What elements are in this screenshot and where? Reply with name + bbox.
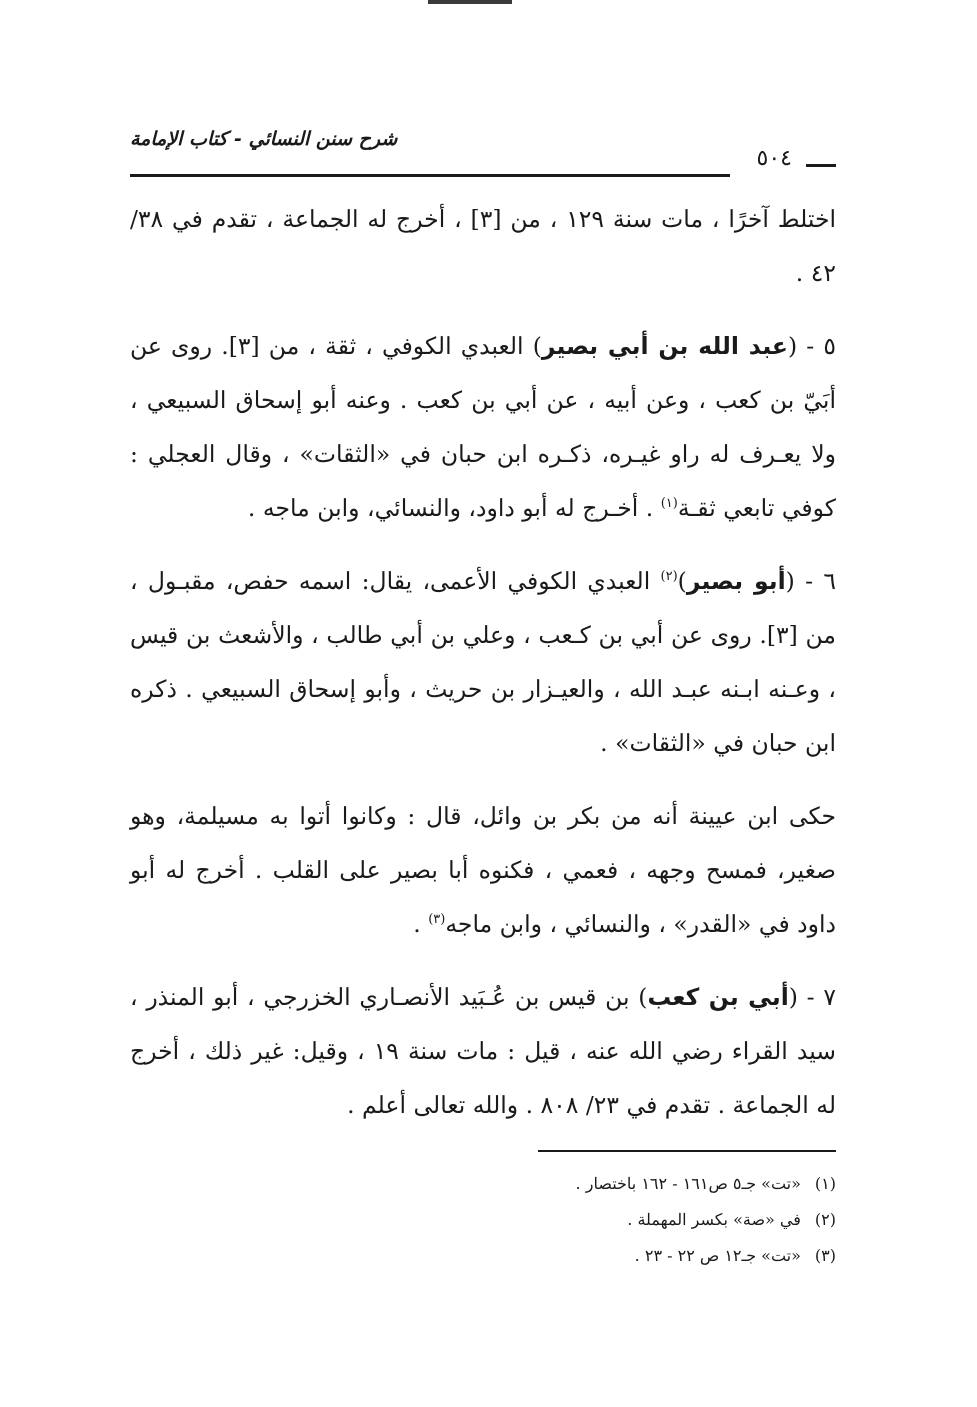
entry-lead: ٥ - ( <box>787 332 836 360</box>
entry-text: ) بن قيس بن عُـبَيد الأنصـاري الخزرجي ، أبو المنذر ، سيد القراء رضي الله عنه ، قيل : مات سنة ١٩ ، وقيل: غير ذلك ، أخرج له الجماعة . تقدم في ٢٣/ ٨٠٨ . والله تعالى أعلم . <box>130 983 836 1119</box>
footnote-ref: (١) <box>660 496 678 512</box>
footnote-ref: (٢) <box>660 569 678 585</box>
paragraph-note <box>130 789 836 951</box>
entry-lead: ٧ - ( <box>788 983 836 1011</box>
running-title: شرح سنن النسائي - كتاب الإمامة <box>130 128 398 150</box>
footnote-number: (١) <box>814 1174 836 1193</box>
entry-text: ) العبدي الكوفي ، ثقة ، من [٣]. روى عن أبَيّ بن كعب ، وعن أبيه ، عن أبي بن كعب . وعنه أبو إسحاق السبيعي ، ولا يعـرف له راو غيـره، ذكـره ابن حبان في «الثقات» ، وقال العجلي : كوفي تابعي ثقـة <box>130 332 836 522</box>
entry-text-tail: . أخـرج له أبو داود، والنسائي، وابن ماجه . <box>247 494 661 522</box>
entry-text: ) <box>677 567 687 595</box>
footnote-text: «تت» جـ١٢ ص ٢٢ - ٢٣ . <box>634 1246 801 1265</box>
narrator-entry-7 <box>130 970 836 1132</box>
page-header <box>130 128 836 180</box>
narrator-name: عبد الله بن أبي بصير <box>541 332 788 360</box>
footnote-text: في «صة» بكسر المهملة . <box>627 1210 801 1229</box>
top-scan-mark <box>428 0 512 4</box>
footnote-3 <box>400 1238 836 1274</box>
narrator-entry-5 <box>130 319 836 535</box>
paragraph-text-tail: . <box>413 910 429 938</box>
footnote-number: (٣) <box>814 1246 836 1265</box>
footnote-2 <box>400 1202 836 1238</box>
footnote-number: (٢) <box>814 1210 836 1229</box>
entry-lead: ٦ - ( <box>785 567 836 595</box>
header-rule <box>130 174 730 177</box>
page-number-dash <box>806 164 836 167</box>
paragraph-text: اختلط آخرًا ، مات سنة ١٢٩ ، من [٣] ، أخرج له الجماعة ، تقدم في ٣٨/ ٤٢ . <box>130 205 836 287</box>
paragraph-continuation <box>130 192 836 300</box>
narrator-name: أبو بصير <box>686 567 786 595</box>
page-number: ٥٠٤ <box>756 146 792 171</box>
narrator-name: أبي بن كعب <box>647 983 789 1011</box>
footnote-text: «تت» جـ٥ ص١٦١ - ١٦٢ باختصار . <box>575 1174 801 1193</box>
main-text <box>130 192 836 1151</box>
footnote-1 <box>400 1166 836 1202</box>
paragraph-text: حكى ابن عيينة أنه من بكر بن وائل، قال : وكانوا أتوا به مسيلمة، وهو صغير، فمسح وجهه ، فعمي ، فكنوه أبا بصير على القلب . أخرج له أبو داود في «القدر» ، والنسائي ، وابن ماجه <box>130 802 836 938</box>
footnotes <box>400 1166 836 1274</box>
entry-text-tail: العبدي الكوفي الأعمى، يقال: اسمه حفص، مقبـول ، من [٣]. روى عن أبي بن كـعب ، وعلي بن أبي طالب ، والأشعث بن قيس ، وعـنه ابـنه عبـد الله ، والعيـزار بن حريث ، وأبو إسحاق السبيعي . ذكره ابن حبان في «الثقات» . <box>130 567 836 757</box>
narrator-entry-6 <box>130 554 836 770</box>
footnote-separator <box>538 1150 836 1152</box>
footnote-ref: (٣) <box>428 912 446 928</box>
